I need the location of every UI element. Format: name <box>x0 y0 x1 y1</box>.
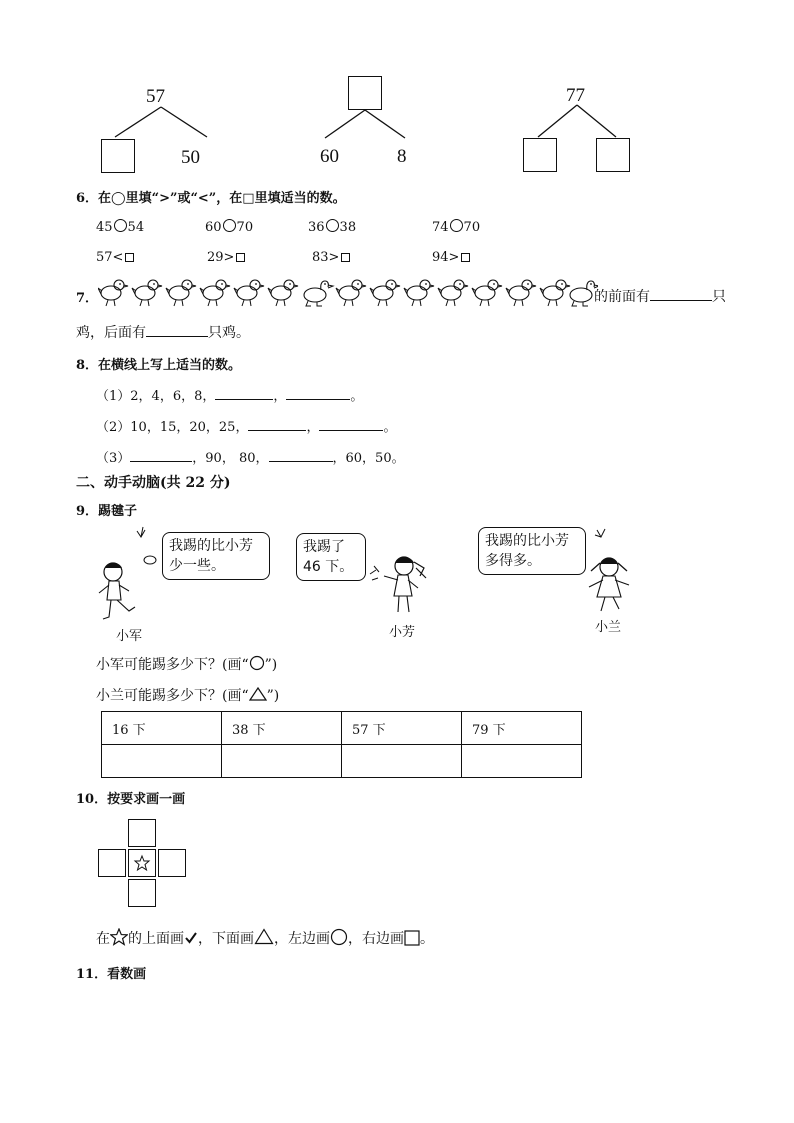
q6-fill-4 <box>432 250 470 265</box>
triangle-icon <box>254 928 274 945</box>
answer-cell[interactable] <box>222 745 342 778</box>
q6-num: 70 <box>236 220 254 235</box>
q7-text: 只鸡。 <box>208 325 250 341</box>
q6-title: 6．在◯里填“>”或“<”，在□里填适当的数。 <box>76 191 346 206</box>
grid-cell-left[interactable] <box>98 849 126 877</box>
q6-num: 38 <box>339 220 357 235</box>
q8-blank[interactable] <box>286 385 350 400</box>
chick-icon <box>472 280 502 306</box>
bubble-xiaolan: 我踢的比小芳多得多。 <box>478 527 586 575</box>
chick-icon <box>234 280 264 306</box>
q7-text: 鸡，后面有 <box>76 325 146 341</box>
table-row <box>102 745 582 778</box>
tree-3-right-answer-box[interactable] <box>596 138 630 172</box>
q9-question-end: ”) <box>266 688 280 704</box>
star-icon <box>129 850 155 876</box>
bubble-xiaofang: 我踢了46 下。 <box>296 533 366 581</box>
q8-item-2 <box>96 416 396 435</box>
triangle-icon <box>249 686 267 702</box>
tree-1-top-number: 57 <box>146 86 165 107</box>
q8-sep: ， <box>273 389 287 404</box>
q7-unit: 只 <box>712 289 726 305</box>
q8-blank[interactable] <box>269 447 333 462</box>
grid-cell-center <box>128 849 156 877</box>
q8-blank[interactable] <box>319 416 383 431</box>
chick-icon <box>166 280 196 306</box>
section-2-title: 二、动手动脑(共 22 分) <box>76 475 231 491</box>
grid-cell-top[interactable] <box>128 819 156 847</box>
chick-icon <box>404 280 434 306</box>
kid-xiaofang-figure <box>368 548 438 618</box>
grid-cell-bottom[interactable] <box>128 879 156 907</box>
label-xiaofang: 小芳 <box>389 625 416 640</box>
option-cell: 79 下 <box>462 712 582 745</box>
q6-fill-2 <box>207 250 245 265</box>
q10-text: 的上面画 <box>128 931 184 947</box>
q9-question-lan <box>96 685 279 705</box>
q7-number: 7． <box>76 291 99 306</box>
q10-text: 。 <box>420 931 434 947</box>
compare-circle[interactable] <box>326 219 339 232</box>
chick-icon <box>438 280 468 306</box>
chick-row <box>98 278 598 310</box>
compare-circle[interactable] <box>450 219 463 232</box>
q8-item-3 <box>96 447 405 466</box>
option-cell: 38 下 <box>222 712 342 745</box>
q6-compare-3 <box>308 219 356 235</box>
q8-blank[interactable] <box>248 416 306 431</box>
duck-icon <box>304 281 333 306</box>
option-cell: 57 下 <box>342 712 462 745</box>
q8-sep: 。 <box>350 389 364 404</box>
label-xiaojun: 小军 <box>116 629 143 644</box>
q11-title: 11．看数画 <box>76 967 147 982</box>
q7-text: 的前面有 <box>594 289 650 305</box>
chick-icon <box>506 280 536 306</box>
chick-icon <box>336 280 366 306</box>
answer-cell[interactable] <box>342 745 462 778</box>
q6-expr: 83> <box>312 250 340 265</box>
q7-blank-back[interactable] <box>146 322 208 337</box>
chick-icon <box>200 280 230 306</box>
q8-sequence: （1）2，4，6，8， <box>96 389 216 404</box>
kick-count-table <box>101 711 582 778</box>
q6-num: 74 <box>432 220 449 235</box>
q6-num: 54 <box>127 220 145 235</box>
fill-box[interactable] <box>461 253 470 262</box>
table-row <box>102 712 582 745</box>
chick-icon <box>268 280 298 306</box>
fill-box[interactable] <box>341 253 350 262</box>
tree-2-left-number: 60 <box>320 146 339 167</box>
square-icon <box>404 930 420 946</box>
fill-box[interactable] <box>125 253 134 262</box>
tree-2-answer-box[interactable] <box>348 76 382 110</box>
compare-circle[interactable] <box>223 219 236 232</box>
q8-blank[interactable] <box>130 447 192 462</box>
q9-question-text: 小军可能踢多少下？(画“ <box>96 657 249 673</box>
q6-compare-4 <box>432 219 480 235</box>
kid-xiaolan-figure <box>585 527 655 617</box>
q6-expr: 94> <box>432 250 460 265</box>
circle-icon <box>330 928 348 946</box>
q10-instruction <box>96 928 434 948</box>
q6-num: 70 <box>463 220 481 235</box>
q8-sequence: ，60，50。 <box>332 451 405 466</box>
tree-2-lines <box>315 108 425 148</box>
q8-title: 8．在横线上写上适当的数。 <box>76 358 242 373</box>
q8-sep: ， <box>306 420 320 435</box>
option-cell: 16 下 <box>102 712 222 745</box>
q10-text: ，左边画 <box>274 931 330 947</box>
q10-title: 10．按要求画一画 <box>76 792 186 807</box>
tree-3-top-number: 77 <box>566 85 585 106</box>
chick-icon <box>132 280 162 306</box>
q7-line1 <box>594 286 726 306</box>
q6-expr: 29> <box>207 250 235 265</box>
fill-box[interactable] <box>236 253 245 262</box>
q6-fill-1 <box>96 250 134 265</box>
tree-1-answer-box[interactable] <box>101 139 135 173</box>
q6-num: 36 <box>308 220 325 235</box>
q9-question-end: ”) <box>264 657 278 673</box>
chick-icon <box>540 280 570 306</box>
grid-cell-right[interactable] <box>158 849 186 877</box>
tree-2-right-number: 8 <box>397 146 407 167</box>
q6-compare-2 <box>205 219 253 235</box>
q6-num: 60 <box>205 220 222 235</box>
q10-text: ，下面画 <box>198 931 254 947</box>
q9-question-text: 小兰可能踢多少下？(画“ <box>96 688 249 704</box>
q7-line2 <box>76 322 250 342</box>
star-icon <box>110 928 128 946</box>
chick-icon <box>370 280 400 306</box>
q8-item-1 <box>96 385 363 404</box>
tree-1-right-number: 50 <box>181 147 200 168</box>
q10-text: ，右边画 <box>348 931 404 947</box>
q6-num: 45 <box>96 220 113 235</box>
bubble-xiaojun: 我踢的比小芳少一些。 <box>162 532 270 580</box>
answer-cell[interactable] <box>462 745 582 778</box>
q7-blank-front[interactable] <box>650 286 712 301</box>
answer-cell[interactable] <box>102 745 222 778</box>
q9-question-jun <box>96 654 277 674</box>
q8-sequence: （3） <box>96 451 131 466</box>
q10-text: 在 <box>96 931 110 947</box>
q8-sequence: （2）10，15，20，25， <box>96 420 249 435</box>
q8-sep: 。 <box>383 420 397 435</box>
tree-3-left-answer-box[interactable] <box>523 138 557 172</box>
q8-sequence: ，90， 80， <box>192 451 269 466</box>
kid-xiaojun-figure <box>95 525 165 625</box>
checkmark-icon <box>184 931 198 945</box>
circle-icon <box>249 655 265 671</box>
q8-blank[interactable] <box>215 385 273 400</box>
compare-circle[interactable] <box>114 219 127 232</box>
q6-expr: 57< <box>96 250 124 265</box>
label-xiaolan: 小兰 <box>595 620 622 635</box>
chick-icon <box>98 280 128 306</box>
q9-title: 9．踢毽子 <box>76 504 138 519</box>
q6-compare-1 <box>96 219 144 235</box>
q6-fill-3 <box>312 250 350 265</box>
